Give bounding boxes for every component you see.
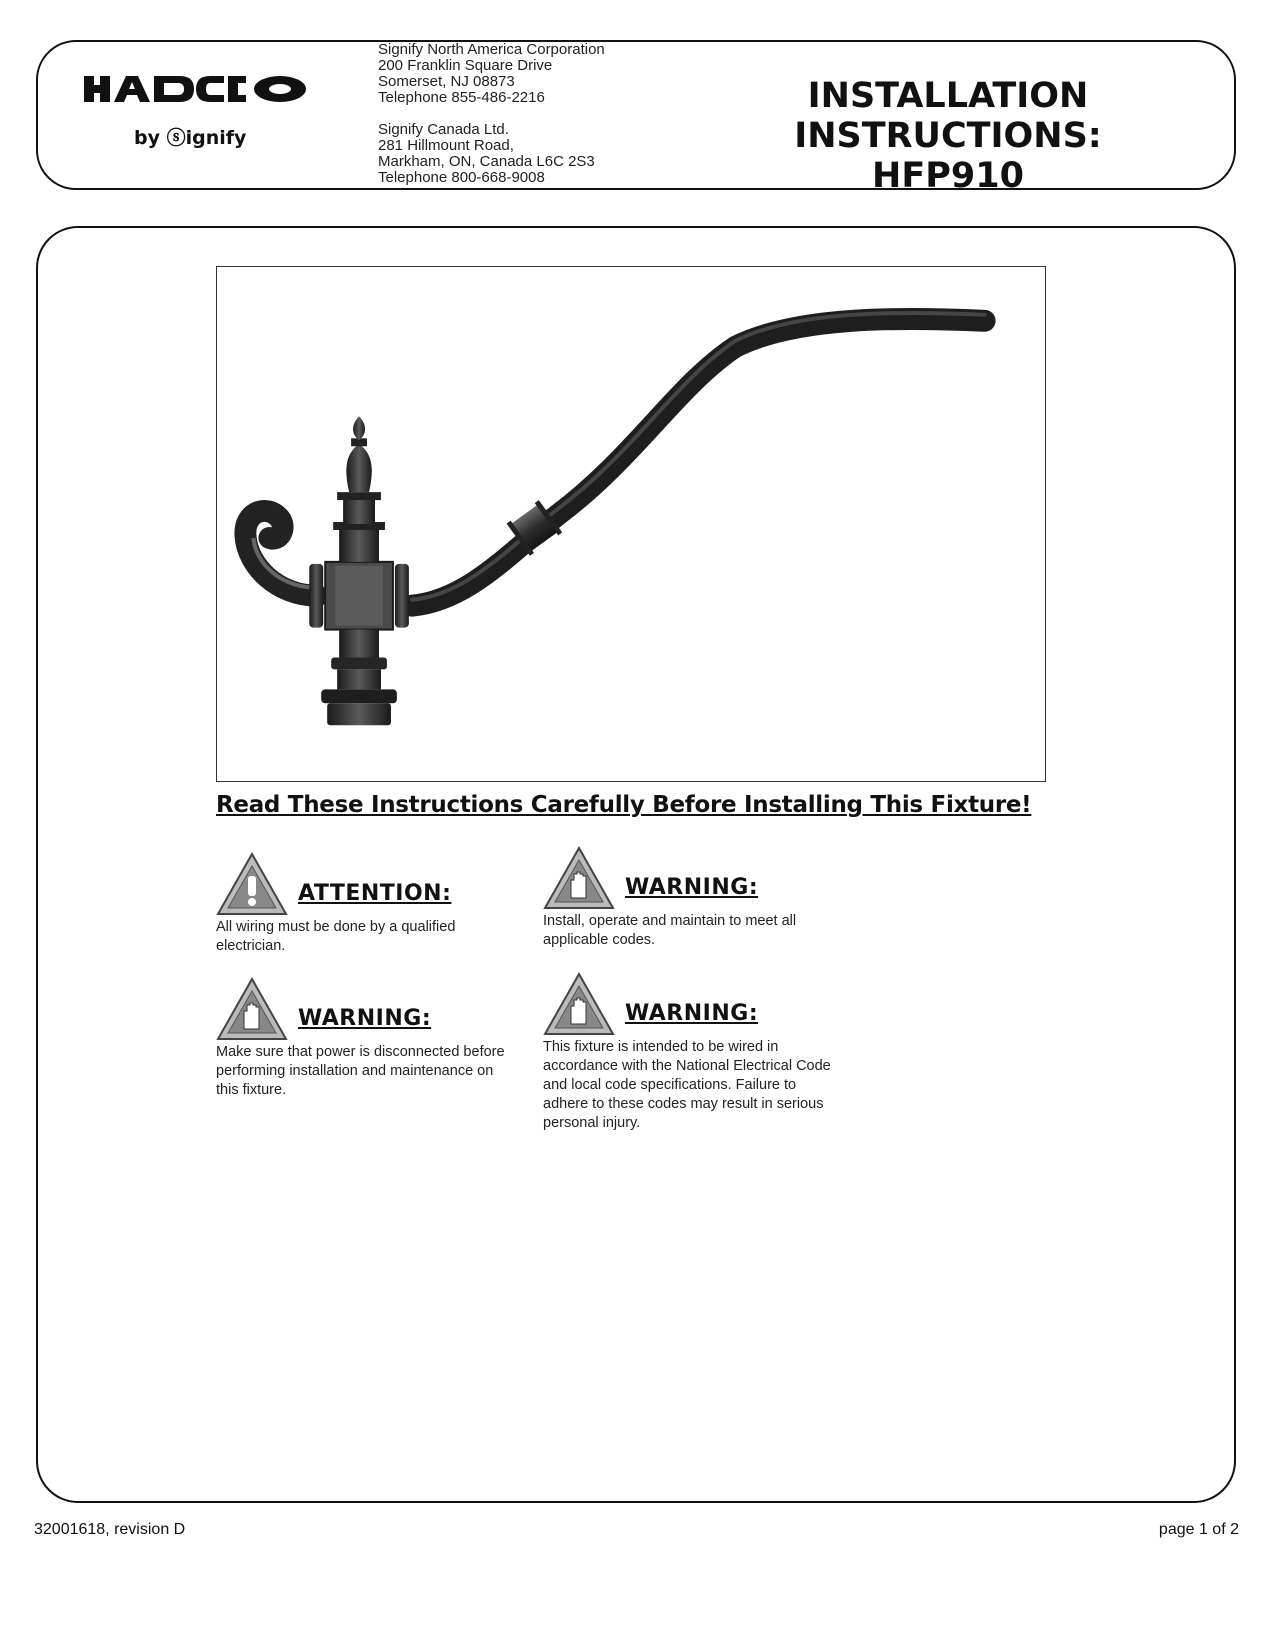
- hand-warning-icon: [543, 972, 615, 1036]
- hand-warning-icon: [216, 977, 288, 1041]
- notice-tag: WARNING:: [298, 1005, 432, 1031]
- page-number: page 1 of 2: [1158, 1521, 1239, 1538]
- address-line: Signify North America Corporation: [378, 41, 605, 58]
- notice-text: All wiring must be done by a qualified electrician.: [216, 919, 456, 954]
- attention-notice: [216, 852, 516, 956]
- address-line: 200 Franklin Square Drive: [378, 57, 553, 74]
- read-instructions-heading: Read These Instructions Carefully Before Installing This Fixture!: [216, 792, 1032, 818]
- notice-tag: WARNING:: [625, 1000, 759, 1026]
- page-title: [678, 76, 1218, 196]
- header-box: [36, 40, 1236, 196]
- address-line: Telephone 855-486-2216: [378, 89, 545, 106]
- fixture-arm-image: [216, 266, 1046, 782]
- warning-notice-codes: [543, 846, 843, 950]
- title-line: INSTALLATION INSTRUCTIONS:: [794, 76, 1102, 156]
- company-addresses: [378, 42, 605, 186]
- address-line: Signify Canada Ltd.: [378, 121, 509, 138]
- warning-notice-power: [216, 977, 516, 1100]
- svg-text:by ⓢignify: by ⓢignify: [134, 127, 247, 149]
- notice-tag: ATTENTION:: [298, 880, 452, 906]
- exclamation-warning-icon: [216, 852, 288, 916]
- notice-tag: WARNING:: [625, 874, 759, 900]
- address-line: Markham, ON, Canada L6C 2S3: [378, 153, 595, 170]
- document-id: 32001618, revision D: [34, 1521, 186, 1538]
- hadco-signify-logo: [84, 64, 324, 154]
- notice-text: Install, operate and maintain to meet all applicable codes.: [543, 913, 797, 948]
- address-line: Somerset, NJ 08873: [378, 73, 515, 90]
- notice-text: This fixture is intended to be wired in accordance with the National Electrical Code and local code specifications. Failure to adhere to these codes may result in serious personal injury.: [543, 1039, 831, 1131]
- warning-notice-nec: [543, 972, 843, 1133]
- address-line: Telephone 800-668-9008: [378, 169, 545, 186]
- model-number: HFP910: [872, 156, 1024, 196]
- notice-text: Make sure that power is disconnected before performing installation and maintenance on this fixture.: [216, 1044, 505, 1098]
- hand-warning-icon: [543, 846, 615, 910]
- address-line: 281 Hillmount Road,: [378, 137, 514, 154]
